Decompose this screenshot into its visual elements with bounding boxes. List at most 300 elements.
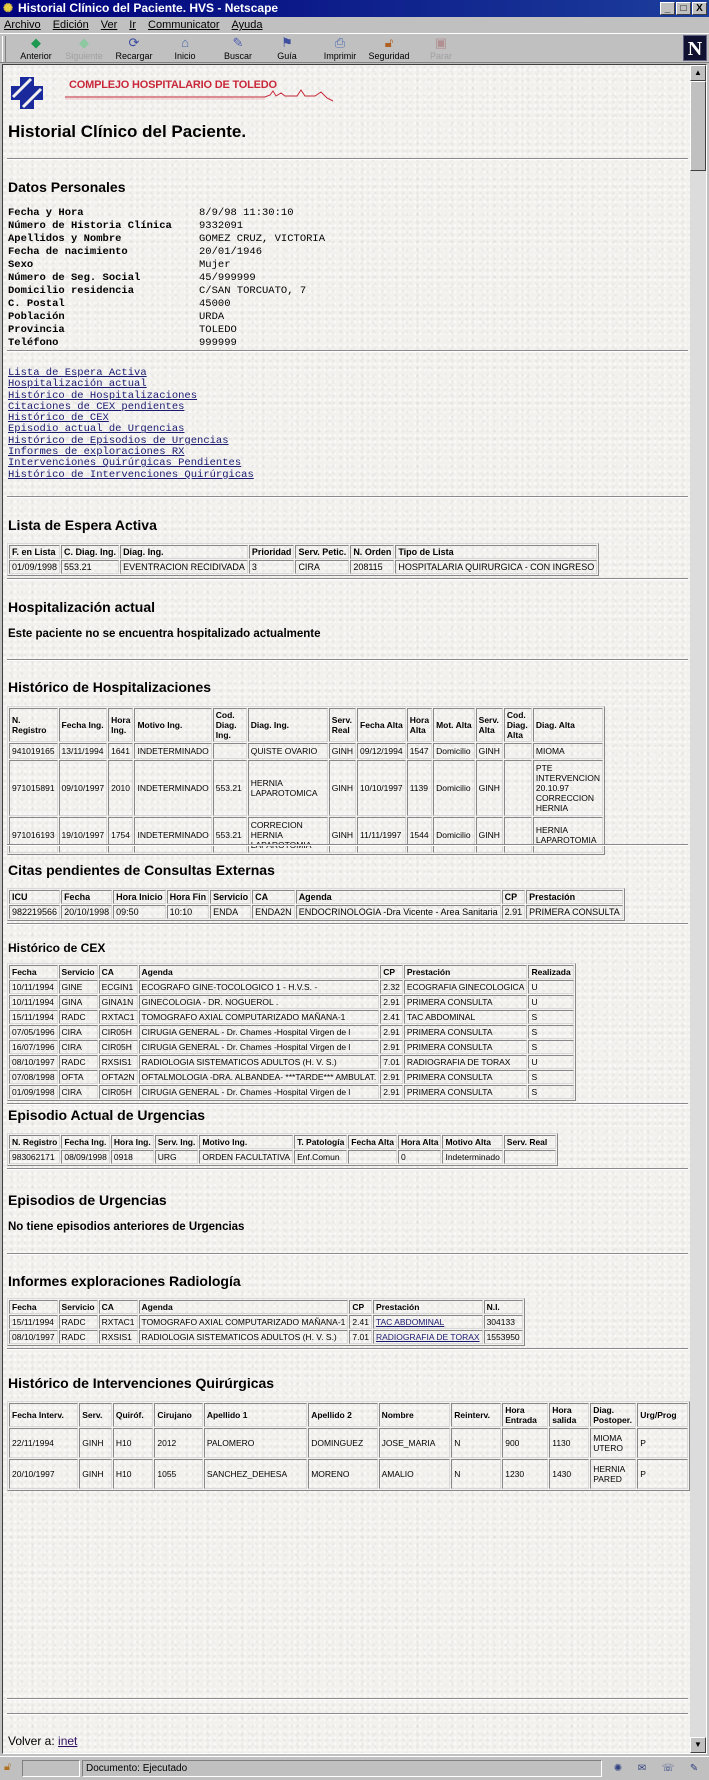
hospital-cross-logo [9,75,45,111]
table-cell: 0918 [111,1150,154,1164]
table-cell: CIRUGIA GENERAL - Dr. Chames -Hospital Virgen de l [139,1040,380,1054]
back-inet-link[interactable]: inet [58,1734,78,1748]
page-content [3,65,692,1754]
table-cell: HERNIA LAPAROTOMICA [248,760,328,816]
print-icon: ⎙ [334,35,346,50]
table-row [9,1459,688,1489]
table-cell: CIR05H [99,1085,138,1099]
divider [7,1713,688,1715]
table-cell: 20/10/1997 [9,1459,78,1489]
composer-icon[interactable]: ✎ [689,1763,699,1774]
scrollbar-thumb[interactable] [690,81,706,171]
personal-data-row [8,272,325,285]
field-value: 9332091 [199,220,244,232]
table-cell: 1230 [502,1459,548,1489]
table-cell: GINA1N [99,995,138,1009]
menu-ir[interactable]: Ir [129,19,137,31]
table-row [9,995,574,1009]
table-row [9,1315,523,1329]
field-label: Sexo [8,259,34,271]
table-row [9,1085,574,1099]
table-cell: HOSPITALARIA QUIRURGICA - CON INGRESO [395,560,597,574]
table-cell: RADC [59,1055,98,1069]
table-cell: 1544 [407,817,432,853]
table-row [9,1010,574,1024]
home-button[interactable]: ⌂ Inicio [170,35,200,63]
table-cell: RADIOGRAFIA DE TORAX [404,1055,528,1069]
hist-cex-table [7,963,576,1101]
table-header-row [9,890,623,904]
table-cell: 1754 [108,817,133,853]
table-cell: 10/11/1994 [9,980,58,994]
table-cell: Domicilio [433,817,475,853]
radiologia-table [7,1298,525,1346]
hospital-logo-text: COMPLEJO HOSPITALARIO DE TOLEDO [69,79,277,91]
menu-ayuda[interactable]: Ayuda [231,19,263,31]
menu-edicion[interactable]: Edición [52,19,89,31]
table-cell: CIR05H [99,1025,138,1039]
table-row [9,743,603,759]
table-cell: GINH [79,1459,112,1489]
table-cell: S [528,1010,573,1024]
divider [7,1348,688,1350]
column-header: Hora Fin [167,890,210,904]
table-cell: GINECOLOGIA - DR. NOGUEROL . [139,995,380,1009]
column-header: Prioridad [249,545,295,559]
stop-button[interactable]: ▣ Parar [426,35,456,63]
page-title: Historial Clínico del Paciente. [8,122,247,141]
section-heading-hosp-actual: Hospitalización actual [8,599,156,615]
table-cell: 15/11/1994 [9,1010,58,1024]
column-header: Serv. [79,1403,112,1427]
table-row [9,760,603,816]
column-header: Motivo Ing. [134,708,211,742]
field-value: Mujer [199,259,231,271]
lista-espera-table [7,543,599,576]
section-heading-lista-espera: Lista de Espera Activa [8,517,157,533]
table-cell: 553.21 [213,817,247,853]
prestacion-link[interactable]: RADIOGRAFIA DE TORAX [375,1332,480,1342]
table-row [9,1040,574,1054]
table-cell: 1130 [549,1428,589,1458]
home-icon: ⌂ [181,35,189,50]
column-header: Servicio [210,890,251,904]
table-cell: 1430 [549,1459,589,1489]
security-status-icon[interactable]: 🔓︎ [4,1761,12,1773]
menu-bar [0,17,709,33]
guide-button[interactable]: ⚑ Guía [274,35,300,63]
column-header: Cod. Diag. Ing. [213,708,247,742]
table-cell [504,760,532,816]
table-cell: 7.01 [380,1055,403,1069]
component-bar [606,1760,706,1777]
table-cell: 2.91 [380,1085,403,1099]
column-header: N.I. [484,1300,523,1314]
divider [7,578,688,580]
column-header: Hora Ing. [108,708,133,742]
personal-data-list [8,207,325,350]
section-link[interactable]: Episodio actual de Urgencias [8,423,185,436]
table-cell: PRIMERA CONSULTA [404,1040,528,1054]
field-label: Apellidos y Nombre [8,233,122,245]
table-cell: 01/09/1998 [9,560,60,574]
column-header: Hora Alta [407,708,432,742]
section-heading-radiologia: Informes exploraciones Radiología [8,1273,241,1289]
column-header: Nombre [379,1403,451,1427]
table-row [9,1428,688,1458]
field-label: Número de Seg. Social [8,272,141,284]
table-cell: 983062171 [9,1150,60,1164]
personal-data-row [8,220,325,233]
table-cell: 1139 [407,760,432,816]
column-header: CA [99,1300,138,1314]
column-header: Fecha Alta [348,1135,397,1149]
column-header: N. Orden [350,545,394,559]
personal-data-row [8,298,325,311]
column-header: Serv. Ing. [155,1135,199,1149]
section-link[interactable]: Intervenciones Quirúrgicas Pendientes [8,457,242,470]
table-cell [373,1315,483,1329]
field-value: C/SAN TORCUATO, 7 [199,285,307,297]
field-value: TOLEDO [199,324,237,336]
section-link[interactable]: Informes de exploraciones RX [8,446,185,459]
table-cell: S [528,1070,573,1084]
table-cell: 208115 [350,560,394,574]
urg-actual-table [7,1133,558,1166]
security-lock-icon: 🔓︎ [384,35,394,50]
table-cell: CIRUGIA GENERAL - Dr. Chames -Hospital Virgen de l [139,1085,380,1099]
navigation-toolbar [0,33,709,63]
table-cell: MIOMA UTERO [590,1428,636,1458]
table-cell: RADIOLOGIA SISTEMATICOS ADULTOS (H. V. S.) [139,1330,349,1344]
table-cell: OFTA2N [99,1070,138,1084]
table-cell: 1553950 [484,1330,523,1344]
table-cell: HERNIA LAPAROTOMIA [533,817,603,853]
field-value: GOMEZ CRUZ, VICTORIA [199,233,326,245]
column-header: Reinterv. [451,1403,501,1427]
column-header: N. Registro [9,708,58,742]
field-value: 20/01/1946 [199,246,263,258]
table-cell: 10/11/1994 [9,995,58,1009]
table-cell [373,1330,483,1344]
table-cell: 08/09/1998 [61,1150,110,1164]
column-header: Diag. Postoper. [590,1403,636,1427]
section-links-list [8,368,254,481]
column-header: Prestación [373,1300,483,1314]
prestacion-link[interactable]: TAC ABDOMINAL [375,1317,445,1327]
field-label: Domicilio residencia [8,285,135,297]
column-header: CA [99,965,138,979]
personal-data-row [8,311,325,324]
maximize-button[interactable]: □ [676,2,691,15]
column-header: Fecha [61,890,112,904]
table-cell: U [528,980,573,994]
table-cell: 2.32 [380,980,403,994]
column-header: Hora Alta [398,1135,441,1149]
security-button[interactable]: 🔓︎ Seguridad [366,35,412,63]
table-cell: 08/10/1997 [9,1055,58,1069]
table-cell: U [528,1055,573,1069]
field-value: 999999 [199,337,237,349]
toolbar-grip-handle[interactable] [2,36,6,62]
table-row [9,1055,574,1069]
table-cell: 09/12/1994 [357,743,406,759]
table-cell: 09:50 [113,905,166,919]
table-cell: Enf.Comun [294,1150,347,1164]
table-cell: RADC [59,1010,98,1024]
table-cell: 2.91 [380,995,403,1009]
table-cell: CIR05H [99,1040,138,1054]
table-cell: 13/11/1994 [59,743,108,759]
menu-communicator[interactable]: Communicator [148,19,220,31]
column-header: Servicio [59,965,98,979]
vertical-scrollbar[interactable] [690,65,706,1753]
personal-data-row [8,337,325,350]
back-label: Volver a: [8,1734,55,1748]
field-value: 45/999999 [199,272,256,284]
table-cell: 20/10/1998 [61,905,112,919]
column-header: CP [380,965,403,979]
window-titlebar [0,0,709,17]
table-cell: ECGIN1 [99,980,138,994]
table-cell: RXSIS1 [99,1055,138,1069]
table-cell: 07/08/1998 [9,1070,58,1084]
close-button[interactable]: X [692,2,707,15]
field-label: Fecha de nacimiento [8,246,128,258]
menu-archivo[interactable]: Archivo [4,19,41,31]
table-cell [213,743,247,759]
column-header: Agenda [296,890,501,904]
section-heading-urg-actual: Episodio Actual de Urgencias [8,1107,206,1123]
table-cell: CIRUGIA GENERAL - Dr. Chames -Hospital Virgen de l [139,1025,380,1039]
column-header: Motivo Alta [442,1135,502,1149]
table-row [9,817,603,853]
divider [7,1168,688,1170]
table-cell: 15/11/1994 [9,1315,58,1329]
table-cell: 09/10/1997 [59,760,108,816]
table-cell: MIOMA [533,743,603,759]
discussion-icon[interactable]: ☏ [661,1763,675,1774]
divider [7,659,688,661]
column-header: Hora salida [549,1403,589,1427]
table-cell: 1055 [154,1459,202,1489]
netscape-app-icon: ✺ [3,1,14,15]
column-header: Realizada [528,965,573,979]
table-cell: OFTALMOLOGIA -DRA. ALBANDEA- ***TARDE*** AMBULAT. [139,1070,380,1084]
personal-data-row [8,207,325,220]
netscape-logo[interactable]: N [683,35,707,61]
status-text: Documento: Ejecutado [82,1760,602,1777]
navigator-icon[interactable]: ✺ [613,1763,623,1774]
table-cell: DOMINGUEZ [308,1428,377,1458]
table-cell: 11/11/1997 [357,817,406,853]
table-cell: 0 [398,1150,441,1164]
table-header-row [9,1135,556,1149]
table-cell: N [451,1459,501,1489]
table-cell: 19/10/1997 [59,817,108,853]
column-header: Fecha Alta [357,708,406,742]
table-cell: PRIMERA CONSULTA [526,905,623,919]
column-header: Cod. Diag. Alta [504,708,532,742]
reload-button[interactable]: ⟳ Recargar [112,35,156,63]
table-row [9,1025,574,1039]
table-cell: SANCHEZ_DEHESA [204,1459,307,1489]
table-cell: 2.91 [380,1025,403,1039]
divider [7,923,688,925]
column-header: Serv. Real [329,708,356,742]
column-header: Serv. Petic. [295,545,349,559]
table-cell: 2.41 [349,1315,372,1329]
column-header: Mot. Alta [433,708,475,742]
forward-button[interactable]: ◆ Siguiente [65,35,103,61]
column-header: Motivo Ing. [199,1135,293,1149]
table-cell: S [528,1025,573,1039]
table-row [9,560,597,574]
section-heading-hist-cex: Histórico de CEX [8,941,106,955]
column-header: CP [502,890,526,904]
table-cell: RADC [59,1315,98,1329]
column-header: Hora Ing. [111,1135,154,1149]
menu-ver[interactable]: Ver [100,19,118,31]
divider [7,496,688,498]
table-cell: ENDA2N [252,905,295,919]
field-label: Fecha y Hora [8,207,84,219]
table-cell: P [637,1459,688,1489]
table-header-row [9,708,603,742]
section-link[interactable]: Lista de Espera Activa [8,367,147,379]
table-cell: 2.91 [380,1040,403,1054]
table-cell: 16/07/1996 [9,1040,58,1054]
column-header: T. Patología [294,1135,347,1149]
table-header-row [9,1403,688,1427]
search-button[interactable]: ✎ Buscar [220,35,256,63]
field-label: C. Postal [8,298,65,310]
table-cell: 10:10 [167,905,210,919]
window-title: Historial Clínico del Paciente. HVS - Netscape [18,1,279,15]
table-cell: 3 [249,560,295,574]
table-cell: AMALIO [379,1459,451,1489]
table-cell: 7.01 [349,1330,372,1344]
table-cell: OFTA [59,1070,98,1084]
personal-data-row [8,324,325,337]
table-cell: PRIMERA CONSULTA [404,1070,528,1084]
table-cell: GINA [59,995,98,1009]
personal-data-row [8,233,325,246]
table-cell [504,817,532,853]
table-cell: 1641 [108,743,133,759]
divider [7,1698,688,1700]
column-header: Servicio [59,1300,98,1314]
table-cell: RXTAC1 [99,1315,138,1329]
section-heading-datos-personales: Datos Personales [8,179,126,195]
section-heading-citas-cex: Citas pendientes de Consultas Externas [8,862,275,878]
back-to-link-row [8,1734,77,1748]
divider [7,1103,688,1105]
column-header: F. en Lista [9,545,60,559]
browser-viewport [2,64,707,1754]
table-cell: TOMOGRAFO AXIAL COMPUTARIZADO MAÑANA-1 [139,1010,380,1024]
section-link[interactable]: Hospitalización actual [8,378,147,391]
table-cell: JOSE_MARIA [379,1428,451,1458]
table-cell: 10/10/1997 [357,760,406,816]
table-cell: Domicilio [433,760,475,816]
back-button[interactable]: ◆ Anterior [16,35,56,63]
table-cell: 22/11/1994 [9,1428,78,1458]
column-header: Diag. Ing. [120,545,248,559]
table-cell: TAC ABDOMINAL [404,1010,528,1024]
personal-data-row [8,259,325,272]
column-header: Urg/Prog [637,1403,688,1427]
table-cell: 2010 [108,760,133,816]
table-cell: INDETERMINADO [134,760,211,816]
table-cell: PRIMERA CONSULTA [404,995,528,1009]
scroll-up-arrow-icon[interactable]: ▲ [690,65,706,81]
print-button[interactable]: ⎙ Imprimir [320,35,360,63]
table-cell: GINH [476,760,503,816]
table-cell: GINH [476,817,503,853]
section-link[interactable]: Histórico de Hospitalizaciones [8,389,198,402]
divider [7,844,688,846]
section-link[interactable]: Histórico de Episodios de Urgencias [8,434,229,447]
table-cell: PALOMERO [204,1428,307,1458]
minimize-button[interactable]: _ [660,2,675,15]
section-link[interactable]: Histórico de Intervenciones Quirúrgicas [8,468,254,481]
table-cell: U [528,995,573,1009]
scroll-down-arrow-icon[interactable]: ▼ [690,1737,706,1753]
column-header: Serv. Real [504,1135,556,1149]
field-label: Número de Historia Clínica [8,220,172,232]
column-header: Diag. Alta [533,708,603,742]
column-header: N. Registro [9,1135,60,1149]
field-label: Provincia [8,324,65,336]
table-cell: 01/09/1998 [9,1085,58,1099]
table-cell: GINH [329,743,356,759]
divider [7,158,688,160]
table-cell: TOMOGRAFO AXIAL COMPUTARIZADO MAÑANA-1 [139,1315,349,1329]
table-cell: 2.91 [380,1070,403,1084]
table-cell: RXSIS1 [99,1330,138,1344]
table-cell: 304133 [484,1315,523,1329]
column-header: Agenda [139,1300,349,1314]
column-header: Hora Inicio [113,890,166,904]
section-link[interactable]: Histórico de CEX [8,412,109,425]
table-cell: ORDEN FACULTATIVA [199,1150,293,1164]
table-cell: GINH [329,760,356,816]
table-cell: URG [155,1150,199,1164]
table-cell: RADIOLOGIA SISTEMATICOS ADULTOS (H. V. S.) [139,1055,380,1069]
section-heading-hist-hosp: Histórico de Hospitalizaciones [8,679,212,695]
table-cell: 553.21 [213,760,247,816]
table-cell [504,1150,556,1164]
field-label: Teléfono [8,337,59,349]
table-cell: H10 [113,1428,154,1458]
table-cell: H10 [113,1459,154,1489]
table-row [9,905,623,919]
citas-cex-table [7,888,625,921]
column-header: CP [349,1300,372,1314]
mail-icon[interactable]: ✉ [637,1763,647,1774]
table-cell: CORRECION HERNIA LAPAROTOMIA [248,817,328,853]
personal-data-row [8,246,325,259]
back-arrow-icon: ◆ [31,35,41,50]
table-cell: EVENTRACION RECIDIVADA [120,560,248,574]
toledo-skyline-line [65,87,335,105]
column-header: Prestación [526,890,623,904]
table-cell: ECOGRAFO GINE-TOCOLOGICO 1 - H.V.S. - [139,980,380,994]
column-header: Cirujano [154,1403,202,1427]
column-header: Diag. Ing. [248,708,328,742]
section-link[interactable]: Citaciones de CEX pendientes [8,400,185,413]
